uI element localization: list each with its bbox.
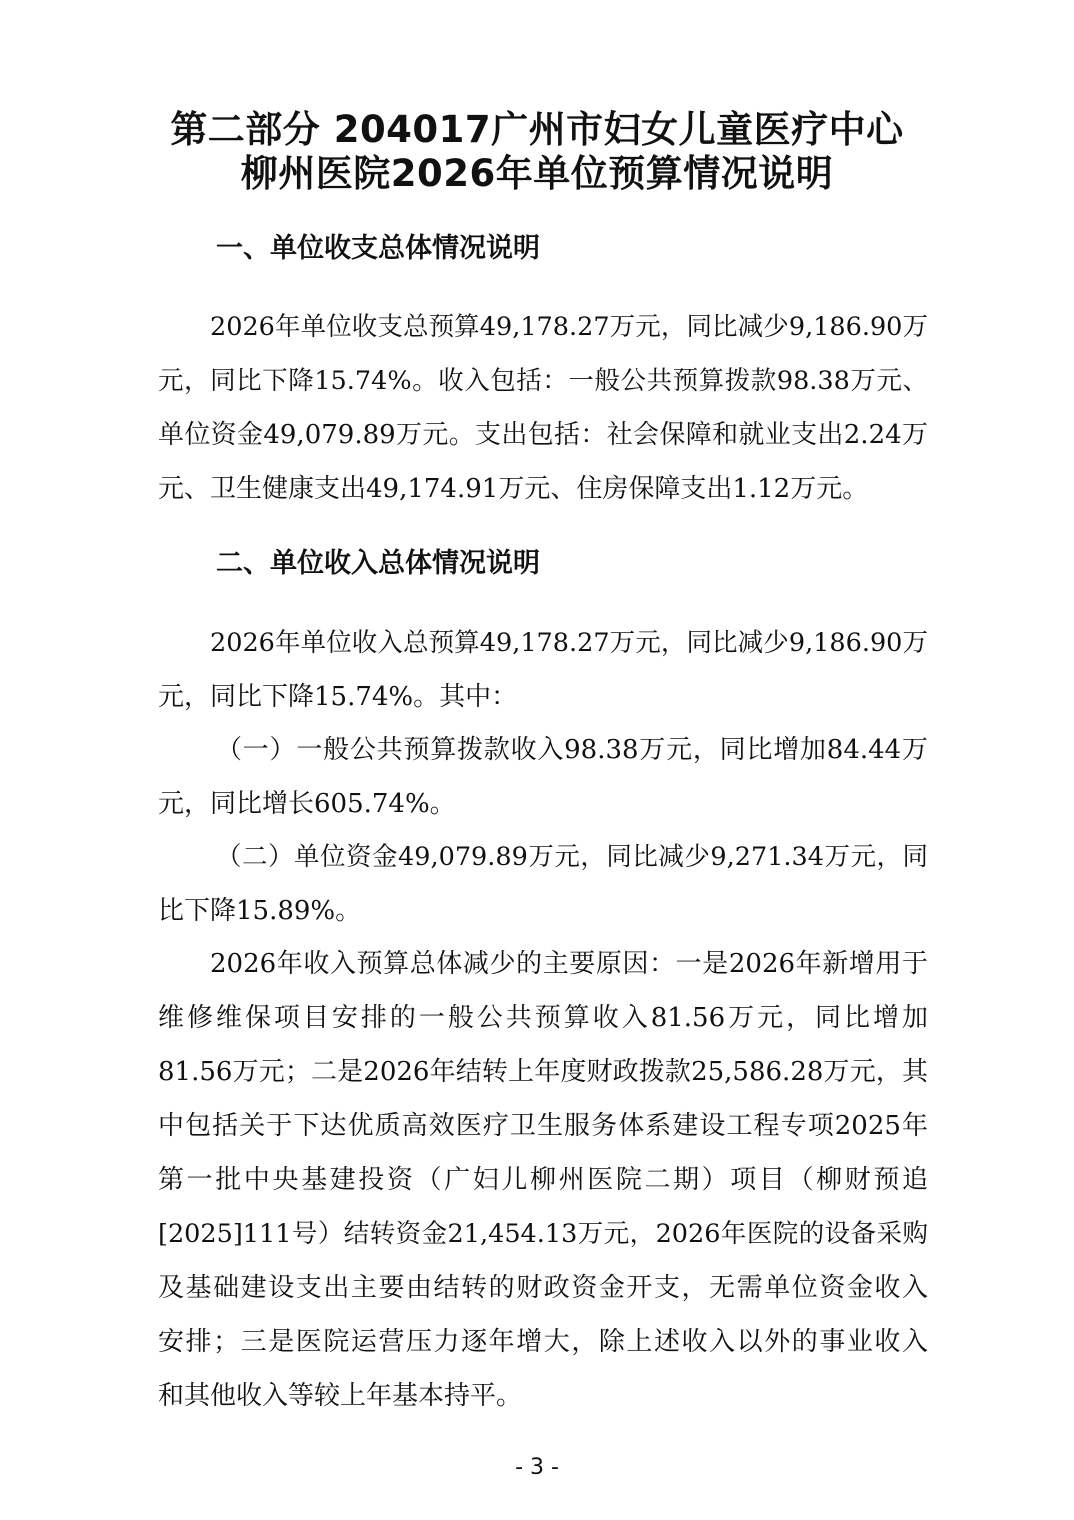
section-2-item-2 [158,830,928,938]
paragraph-line: 元，同比下降15.74%。收入包括：一般公共预算拨款98.38万元、 [158,366,928,396]
paragraph-line: 中包括关于下达优质高效医疗卫生服务体系建设工程专项2025年 [158,1111,928,1141]
paragraph-line: 比下降15.89%。 [158,896,362,926]
paragraph-line: 及基础建设支出主要由结转的财政资金开支，无需单位资金收入 [158,1273,928,1303]
section-2-item-1 [158,723,928,831]
paragraph-line: 维修维保项目安排的一般公共预算收入81.56万元，同比增加 [158,1003,928,1033]
section-1-paragraph-1 [158,300,928,516]
paragraph-line: 第一批中央基建投资（广妇儿柳州医院二期）项目（柳财预追 [158,1165,928,1195]
paragraph-line: 元、卫生健康支出49,174.91万元、住房保障支出1.12万元。 [158,474,869,504]
paragraph-line: 元，同比下降15.74%。其中： [158,682,518,712]
section-heading-2: 二、单位收入总体情况说明 [216,548,540,579]
section-2-paragraph-reasons [158,937,928,1423]
paragraph-line: 和其他收入等较上年基本持平。 [158,1381,523,1411]
document-title-line-1: 第二部分 204017广州市妇女儿童医疗中心 [170,108,904,151]
section-2-paragraph-1 [158,616,928,724]
paragraph-line: （二）单位资金49,079.89万元，同比减少9,271.34万元，同 [216,842,928,872]
document-title-line-2: 柳州医院2026年单位预算情况说明 [240,152,834,195]
paragraph-line: [2025]111号）结转资金21,454.13万元，2026年医院的设备采购 [158,1219,928,1249]
paragraph-line: 安排；三是医院运营压力逐年增大，除上述收入以外的事业收入 [158,1327,928,1357]
paragraph-line: 2026年单位收支总预算49,178.27万元，同比减少9,186.90万 [210,312,928,342]
paragraph-line: （一）一般公共预算拨款收入98.38万元，同比增加84.44万 [216,735,928,765]
paragraph-line: 元，同比增长605.74%。 [158,789,456,819]
section-heading-1: 一、单位收支总体情况说明 [216,233,540,264]
paragraph-line: 2026年收入预算总体减少的主要原因：一是2026年新增用于 [210,949,928,979]
paragraph-line: 2026年单位收入总预算49,178.27万元，同比减少9,186.90万 [210,628,928,658]
page-number: - 3 - [515,1455,559,1480]
paragraph-line: 单位资金49,079.89万元。支出包括：社会保障和就业支出2.24万 [158,420,928,450]
paragraph-line: 81.56万元；二是2026年结转上年度财政拨款25,586.28万元，其 [158,1057,928,1087]
